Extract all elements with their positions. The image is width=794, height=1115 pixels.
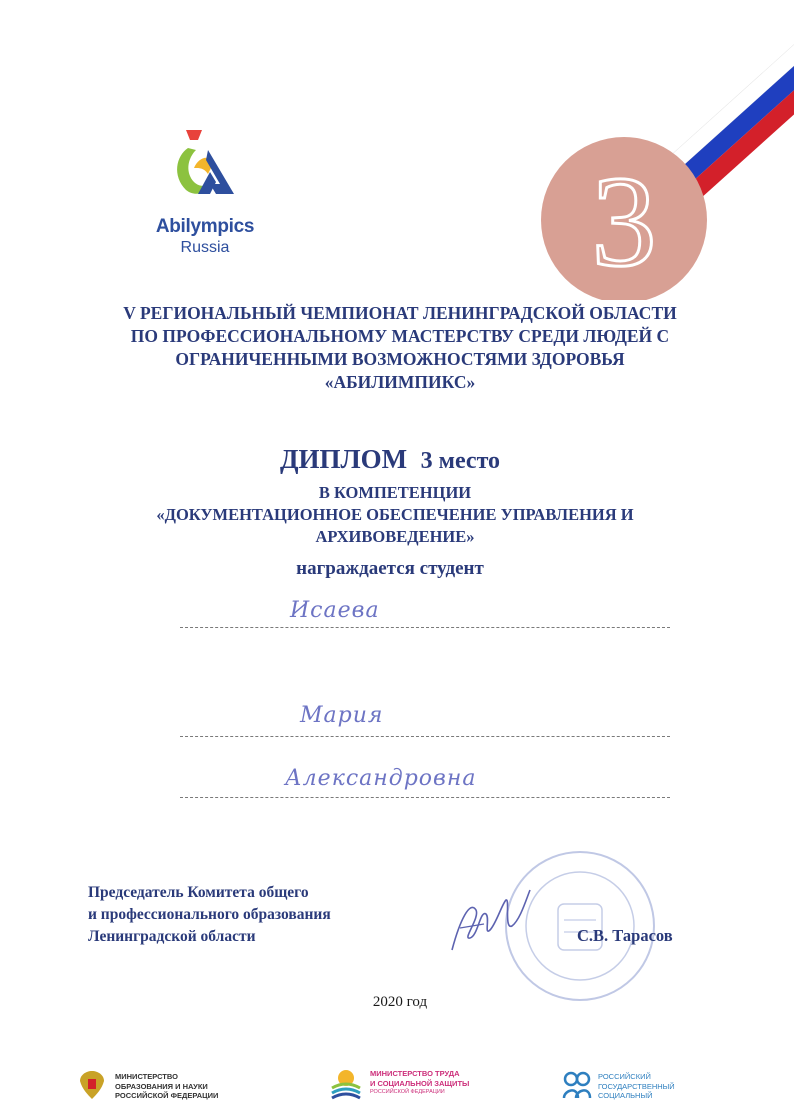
diploma-place: 3 место [420, 448, 501, 474]
signer-position [88, 882, 408, 948]
footer-text: ОБРАЗОВАНИЯ И НАУКИ [115, 1081, 208, 1091]
position-line: Председатель Комитета общего [88, 884, 309, 901]
competence-line: В КОМПЕТЕНЦИИ [318, 483, 472, 502]
awarded-text: награждается студент [296, 558, 484, 579]
logo-brand: Abilympics [155, 216, 255, 237]
university-logo [598, 1072, 718, 1101]
championship-title [60, 302, 740, 394]
footer-text: СОЦИАЛЬНЫЙ [598, 1091, 653, 1100]
footer-text: РОССИЙСКОЙ ФЕДЕРАЦИИ [370, 1089, 445, 1095]
patronymic-line [180, 797, 670, 798]
footer-text: ГОСУДАРСТВЕННЫЙ [598, 1081, 675, 1091]
recipient-patronymic: Александровна [285, 766, 477, 791]
competence-line: АРХИВОВЕДЕНИЕ» [315, 527, 475, 546]
surname-line [180, 627, 670, 628]
diploma-title: ДИПЛОМ [279, 444, 408, 474]
recipient-surname: Исаева [290, 598, 380, 623]
footer-text: МИНИСТЕРСТВО [115, 1072, 178, 1081]
year-text: 2020 год [372, 994, 428, 1010]
logo-country: Russia [180, 239, 230, 256]
bronze-medal-icon [540, 40, 794, 300]
medal-number: 3 [591, 150, 657, 294]
recipient-name: Мария [300, 703, 384, 728]
ministry-education-logo [115, 1072, 265, 1101]
championship-line: «АБИЛИМПИКС» [324, 372, 476, 392]
abilympics-logo-icon [168, 128, 238, 198]
position-line: Ленинградской области [88, 928, 256, 945]
signer-name: С.В. Тарасов [577, 926, 673, 945]
footer-text: И СОЦИАЛЬНОЙ ЗАЩИТЫ [370, 1078, 470, 1088]
competence-block [80, 482, 710, 548]
position-line: и профессионального образования [88, 906, 331, 923]
footer-text: МИНИСТЕРСТВО ТРУДА [370, 1069, 460, 1078]
abilympics-logo-text [140, 216, 270, 257]
russian-coat-of-arms-icon [76, 1067, 108, 1101]
footer-text: РОССИЙСКИЙ [598, 1072, 651, 1081]
name-line [180, 736, 670, 737]
footer-text: РОССИЙСКОЙ ФЕДЕРАЦИИ [115, 1091, 219, 1100]
ministry-labor-emblem-icon [330, 1066, 362, 1100]
championship-line: V РЕГИОНАЛЬНЫЙ ЧЕМПИОНАТ ЛЕНИНГРАДСКОЙ ОБЛАСТИ [123, 303, 677, 323]
competence-line: «ДОКУМЕНТАЦИОННОЕ ОБЕСПЕЧЕНИЕ УПРАВЛЕНИЯ И [156, 505, 634, 524]
diploma-heading [100, 444, 680, 475]
university-logo-icon [560, 1068, 594, 1102]
signature-icon [440, 880, 540, 970]
championship-line: ПО ПРОФЕССИОНАЛЬНОМУ МАСТЕРСТВУ СРЕДИ ЛЮДЕЙ С [130, 326, 670, 346]
ministry-labor-logo [370, 1069, 510, 1098]
championship-line: ОГРАНИЧЕННЫМИ ВОЗМОЖНОСТЯМИ ЗДОРОВЬЯ [175, 349, 625, 369]
